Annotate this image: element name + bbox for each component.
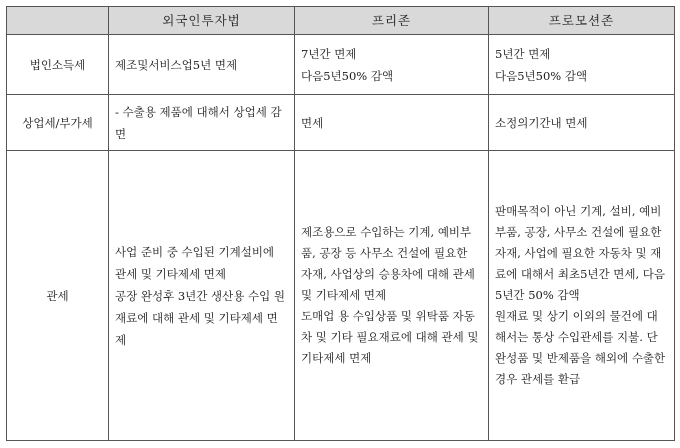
table-row-customs-duty bbox=[7, 151, 675, 441]
cell-foreign-investment-law bbox=[109, 95, 295, 151]
row-label-corporate-income-tax: 법인소득세 bbox=[7, 35, 109, 95]
cell-free-zone bbox=[295, 151, 489, 441]
cell-text: 판매목적이 아닌 기계, 설비, 예비부품, 공장, 사무소 건설에 필요한 자재, 사업에 필요한 자동차 및 재료에 대해서 최초5년간 면세, 다음 5년간 50% 감액 bbox=[495, 204, 666, 302]
cell-promotion-zone bbox=[489, 35, 675, 95]
header-corner-cell bbox=[7, 7, 109, 35]
cell-text: 공장 완성후 3년간 생산용 수입 원재료에 대해 관세 및 기타제세 면제 bbox=[115, 288, 286, 347]
cell-free-zone bbox=[295, 35, 489, 95]
table-row-commercial-tax bbox=[7, 95, 675, 151]
cell-text: 면세 bbox=[301, 115, 324, 130]
cell-promotion-zone bbox=[489, 95, 675, 151]
cell-text: 도매업 용 수입상품 및 위탁품 자동차 및 기타 필요재료에 대해 관세 및 기타제세 면제 bbox=[301, 309, 479, 365]
header-foreign-investment-law: 외국인투자법 bbox=[109, 7, 295, 35]
cell-text: 원재료 및 상기 이외의 물건에 대해서는 통상 수입관세를 지불. 단 완성품 및 반제품을 해외에 수출한 경우 관세를 환급 bbox=[495, 309, 666, 386]
cell-free-zone bbox=[295, 95, 489, 151]
cell-text: 다음5년50% 감액 bbox=[301, 68, 394, 83]
cell-text: 다음5년50% 감액 bbox=[495, 68, 588, 83]
row-label-commercial-tax: 상업세/부가세 bbox=[7, 95, 109, 151]
cell-text: 소정의기간내 면세 bbox=[495, 115, 588, 130]
cell-foreign-investment-law bbox=[109, 151, 295, 441]
table-header-row bbox=[7, 7, 675, 35]
cell-text: - 수출용 제품에 대해서 상업세 감면 bbox=[115, 104, 282, 141]
cell-text: 제조용으로 수입하는 기계, 예비부품, 공장 등 사무소 건설에 필요한 자재, 사업상의 승용차에 대해 관세 및 기타제세 면제 bbox=[301, 225, 475, 302]
cell-text: 제조및서비스업5년 면제 bbox=[115, 57, 238, 72]
cell-text: 사업 준비 중 수입된 기계설비에 관세 및 기타제세 면제 bbox=[115, 244, 275, 281]
cell-foreign-investment-law bbox=[109, 35, 295, 95]
row-label-customs-duty: 관세 bbox=[7, 151, 109, 441]
cell-text: 7년간 면제 bbox=[301, 46, 357, 61]
header-free-zone: 프리존 bbox=[295, 7, 489, 35]
header-promotion-zone: 프로모션존 bbox=[489, 7, 675, 35]
cell-text: 5년간 면제 bbox=[495, 46, 551, 61]
tax-incentive-table bbox=[6, 6, 675, 441]
cell-promotion-zone bbox=[489, 151, 675, 441]
table-row-corporate-income-tax bbox=[7, 35, 675, 95]
